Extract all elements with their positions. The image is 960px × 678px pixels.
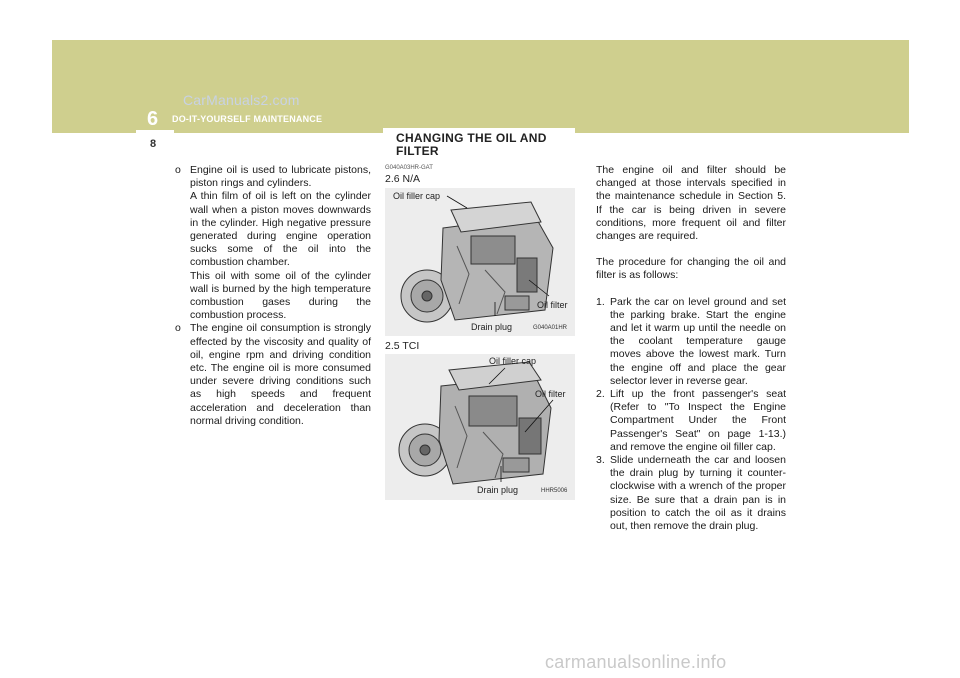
bullet-text: This oil with some oil of the cylinder wall is burned by the high temperature combustion gases during the combustion process.	[190, 269, 371, 322]
step-text: Park the car on level ground and set the parking brake. Start the engine and let it warm up until the needle on the coolant temperature gauge moves above the lowest mark. Turn the engine off and place the gear selector lever in reverse gear.	[610, 295, 786, 387]
step-text: Slide underneath the car and loosen the drain plug by turning it counter-clockwise with a wrench of the proper size. Be sure that a drain pan is in position to catch the oil as it drains out, then remove the drain plug.	[610, 454, 786, 533]
procedure-step	[596, 296, 786, 388]
watermark-bottom[interactable]: carmanualsonline.info	[545, 652, 727, 672]
callout-drain-plug: Drain plug	[477, 485, 519, 495]
callout-drain-plug: Drain plug	[471, 322, 513, 332]
bullet-text: The engine oil consumption is strongly effected by the viscosity and quality of oil, engine rpm and driving condition etc. The engine oil is more consumed under severe driving conditions such as high speeds and frequent acceleration and deceleration than normal driving condition.	[190, 322, 371, 427]
callout-oil-filter: Oil filter	[537, 300, 568, 310]
bullet-mark: o	[175, 322, 181, 335]
procedure-step	[596, 388, 786, 454]
figure-code: HHR5006	[541, 488, 568, 494]
callout-leaders	[385, 354, 575, 500]
section-title: CHANGING THE OIL AND FILTER	[396, 131, 547, 158]
step-number: 2.	[596, 388, 605, 401]
callout-oil-filler-cap: Oil filler cap	[393, 191, 441, 201]
watermark-top[interactable]: CarManuals2.com	[183, 92, 300, 108]
procedure-intro: The procedure for changing the oil and filter is as follows:	[596, 256, 786, 282]
step-text: Lift up the front passenger's seat (Refer to "To Inspect the Engine Compartment Under the Front Passenger's Seat" on page 1-13.) and remove the engine oil filler cap.	[610, 388, 786, 453]
engine-figure-26na	[385, 188, 575, 336]
bullet-mark: o	[175, 164, 181, 176]
left-column	[175, 164, 371, 428]
bullet-text: A thin film of oil is left on the cylinder wall when a piston moves downwards in the cylinder. High negative pressure generated during engine operation sucks some of the oil into the combustion chamber.	[190, 190, 371, 269]
intro-paragraph: The engine oil and filter should be changed at those intervals specified in the maintenance schedule in Section 5. If the car is being driven in severe conditions, more frequent oil and filter changes are required.	[596, 164, 786, 243]
step-number: 3.	[596, 454, 605, 467]
page-number: 8	[150, 138, 157, 150]
chapter-title: DO-IT-YOURSELF MAINTENANCE	[172, 114, 323, 124]
callout-oil-filler-cap: Oil filler cap	[489, 356, 537, 366]
callout-leaders	[385, 188, 575, 336]
step-number: 1.	[596, 295, 605, 308]
procedure-steps	[596, 296, 786, 534]
engine-label-26na: 2.6 N/A	[385, 173, 421, 185]
bullet-item	[175, 164, 371, 322]
chapter-number: 6	[147, 108, 159, 130]
engine-figure-25tci	[385, 354, 575, 500]
callout-oil-filter: Oil filter	[535, 389, 566, 399]
figure-code: G040A01HR	[533, 325, 568, 331]
engine-label-25tci: 2.5 TCI	[385, 340, 420, 352]
bullet-text: Engine oil is used to lubricate pistons, piston rings and cylinders.	[190, 164, 371, 190]
right-column	[596, 164, 786, 533]
bullet-item	[175, 322, 371, 428]
section-code: G040A03HR-GAT	[385, 165, 433, 171]
procedure-step	[596, 454, 786, 533]
